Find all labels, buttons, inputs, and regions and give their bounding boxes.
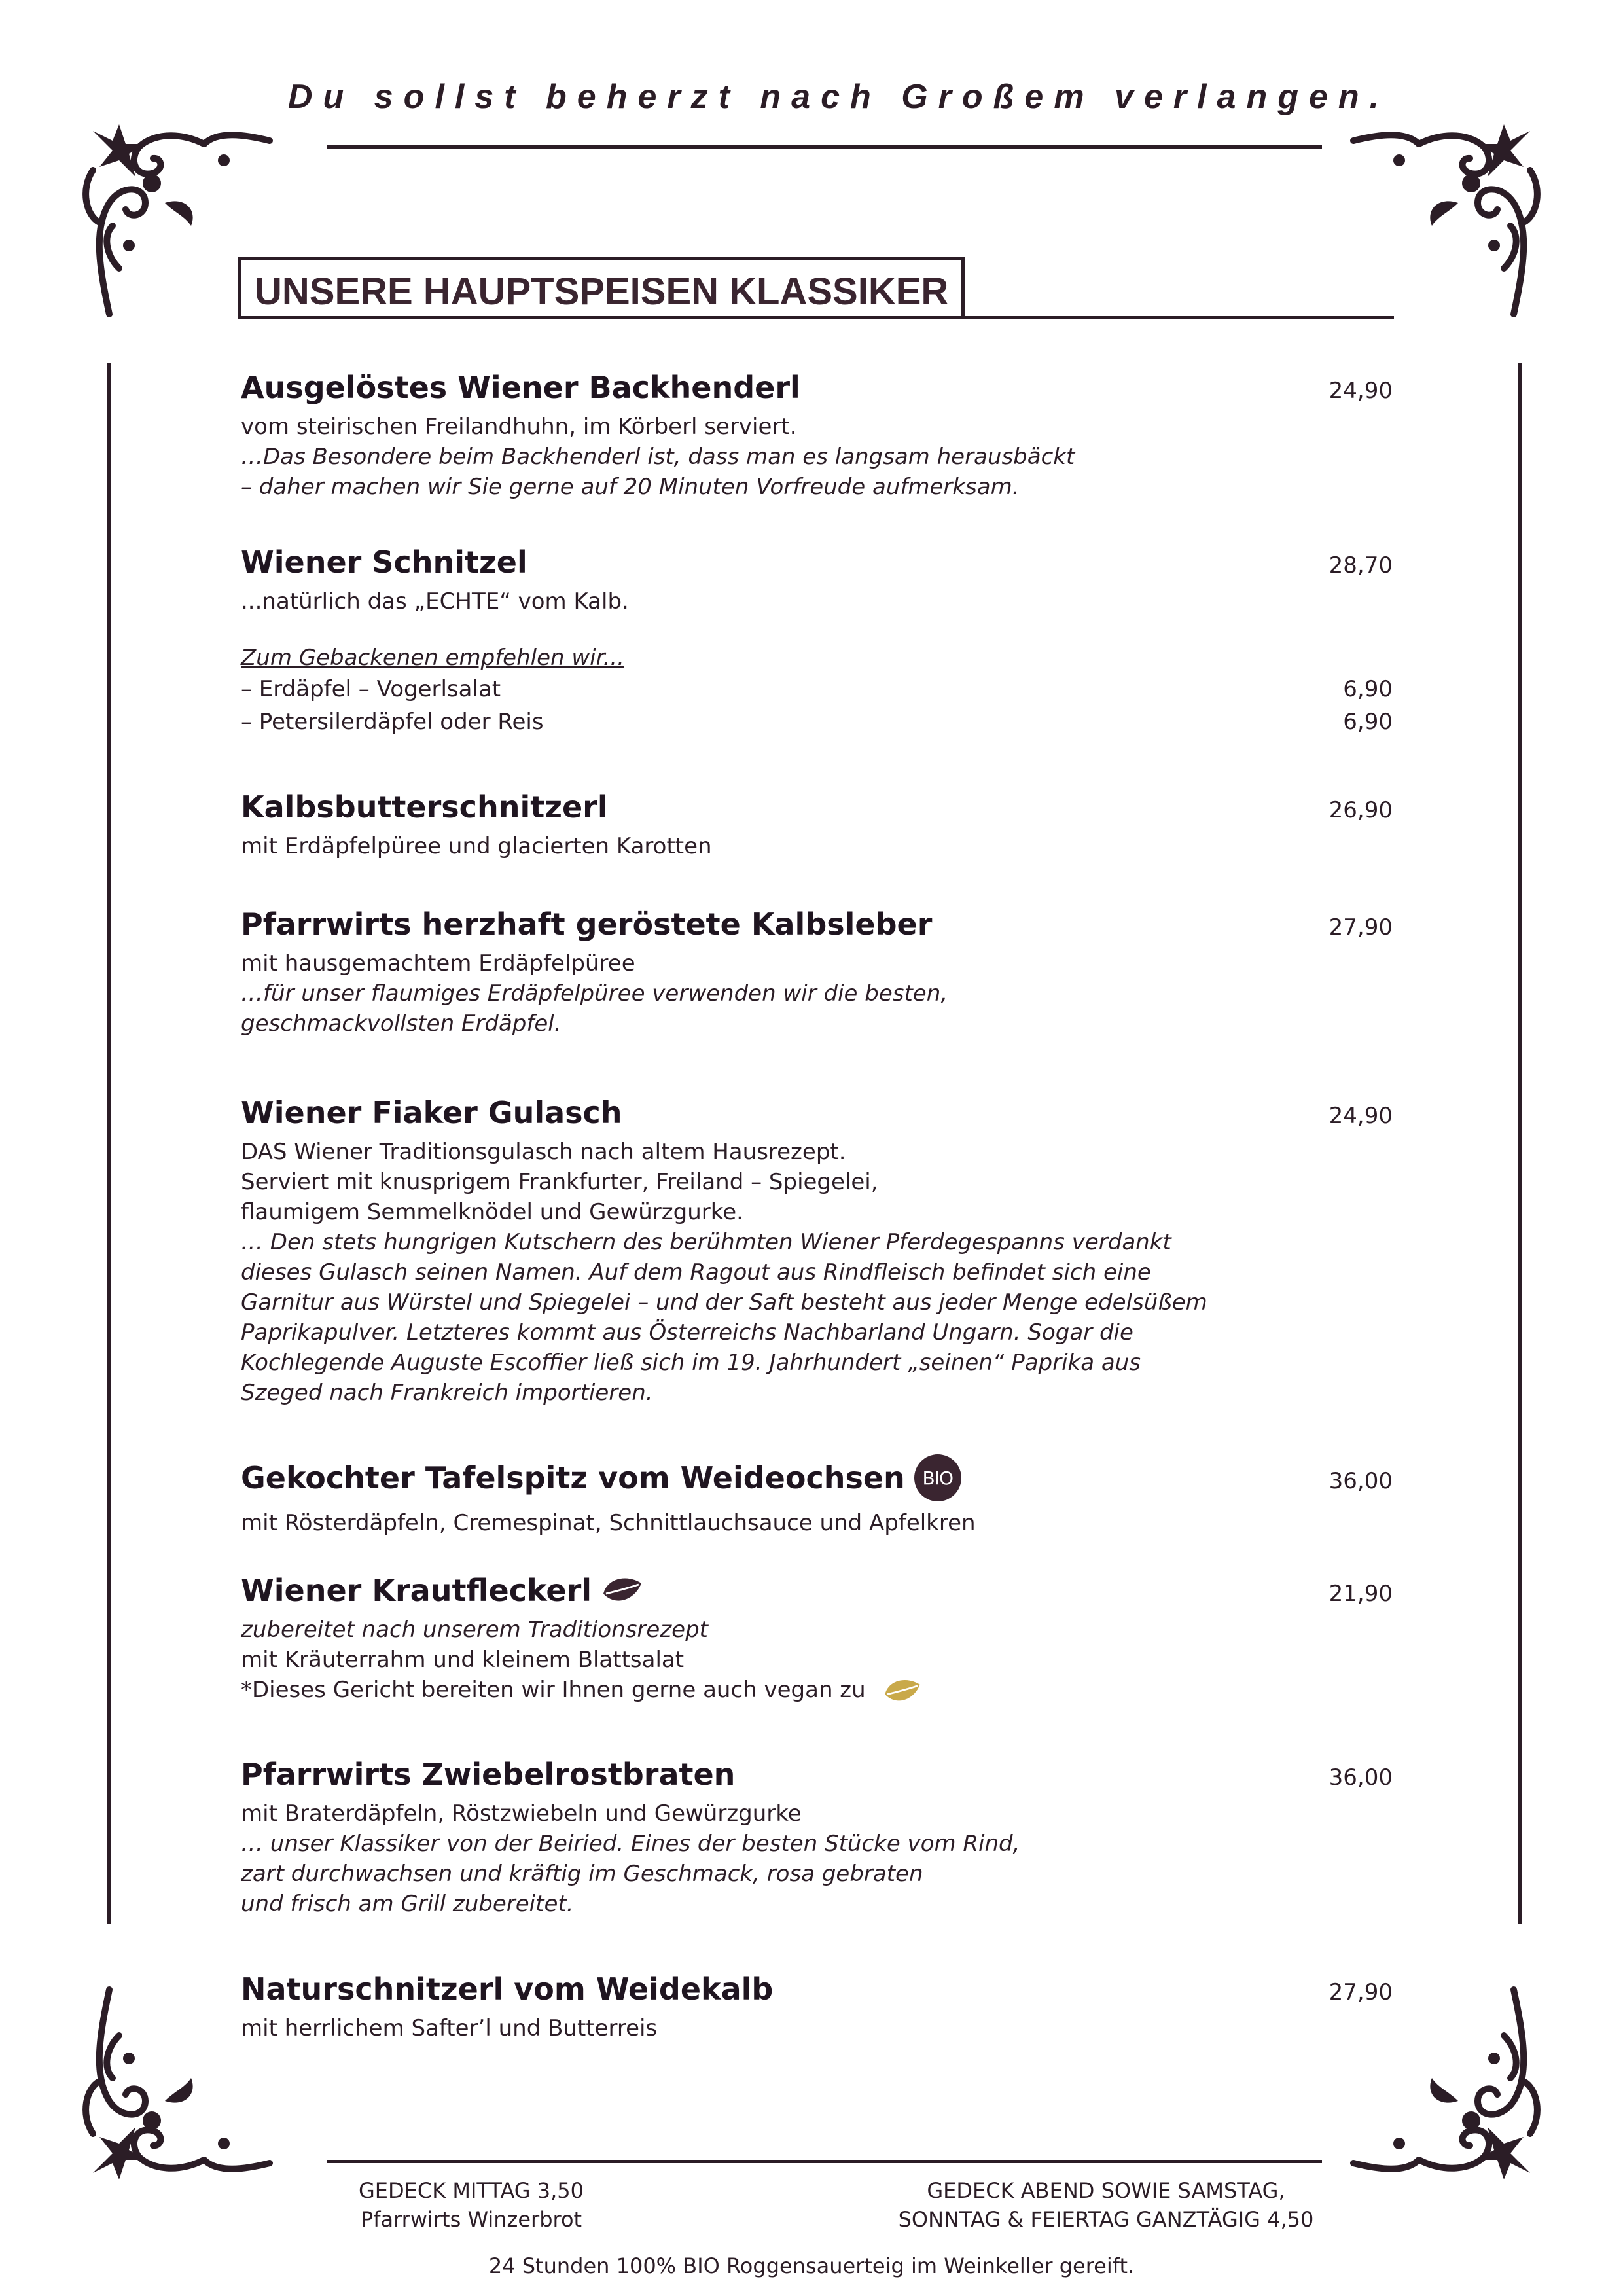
section-title-underline bbox=[238, 316, 1394, 319]
menu-item-note: und frisch am Grill zubereitet. bbox=[241, 1891, 574, 1917]
motto-divider bbox=[327, 145, 1322, 149]
menu-item-description: mit Rösterdäpfeln, Cremespinat, Schnittlauchsauce und Apfelkren bbox=[241, 1510, 976, 1536]
menu-item-description: mit hausgemachtem Erdäpfelpüree bbox=[241, 950, 635, 977]
menu-item-description: mit Kräuterrahm und kleinem Blattsalat bbox=[241, 1647, 685, 1673]
menu-item bbox=[241, 906, 1393, 1039]
menu-item bbox=[241, 789, 1393, 861]
frame-line-left bbox=[107, 363, 111, 1924]
menu-item-note: – daher machen wir Sie gerne auf 20 Minuten Vorfreude aufmerksam. bbox=[241, 474, 1020, 500]
menu-item-name: Wiener Fiaker Gulasch bbox=[241, 1095, 622, 1130]
menu-item bbox=[241, 1971, 1393, 2043]
menu-item-note: geschmackvollsten Erdäpfel. bbox=[241, 1011, 562, 1037]
menu-item-note: Kochlegende Auguste Escoffier ließ sich im 19. Jahrhundert „seinen“ Paprika aus bbox=[241, 1350, 1141, 1376]
menu-item-name: Pfarrwirts herzhaft geröstete Kalbsleber bbox=[241, 906, 933, 942]
menu-item-note: Garnitur aus Würstel und Spiegelei – und der Saft besteht aus jeder Menge edelsüßem bbox=[241, 1289, 1207, 1316]
menu-item-description: mit herrlichem Safter’l und Butterreis bbox=[241, 2015, 658, 2041]
menu-item-name-text: Wiener Krautfleckerl bbox=[241, 1573, 592, 1608]
menu-item-description: Serviert mit knusprigem Frankfurter, Freiland – Spiegelei, bbox=[241, 1169, 878, 1195]
menu-item-price: 36,00 bbox=[1329, 1468, 1393, 1494]
bio-badge: BIO bbox=[914, 1454, 961, 1501]
side-dish-price: 6,90 bbox=[1343, 709, 1393, 735]
menu-item-price: 24,90 bbox=[1329, 1103, 1393, 1129]
menu-item-note: zart durchwachsen und kräftig im Geschmack, rosa gebraten bbox=[241, 1861, 923, 1887]
cover-charge-lunch-price: GEDECK MITTAG 3,50 bbox=[358, 2178, 584, 2203]
menu-item-description: DAS Wiener Traditionsgulasch nach altem Hausrezept. bbox=[241, 1139, 846, 1165]
menu-item-name: Wiener Schnitzel bbox=[241, 545, 527, 580]
menu-item-name bbox=[241, 1573, 644, 1608]
menu-item-note: zubereitet nach unserem Traditionsrezept bbox=[241, 1617, 708, 1643]
menu-item-price: 27,90 bbox=[1329, 914, 1393, 941]
menu-item-note: … Den stets hungrigen Kutschern des berühmten Wiener Pferdegespanns verdankt bbox=[241, 1229, 1171, 1255]
side-dish-row bbox=[241, 673, 1393, 706]
menu-item-note: Szeged nach Frankreich importieren. bbox=[241, 1380, 653, 1406]
menu-item-price: 21,90 bbox=[1329, 1581, 1393, 1607]
menu-item-vegan-note bbox=[241, 1675, 1393, 1706]
cover-charge-lunch bbox=[308, 2176, 635, 2234]
menu-item-note: Paprikapulver. Letzteres kommt aus Österreichs Nachbarland Ungarn. Sogar die bbox=[241, 1319, 1133, 1346]
menu-item-name-text: Gekochter Tafelspitz vom Weideochsen bbox=[241, 1460, 905, 1496]
menu-item-price: 27,90 bbox=[1329, 1979, 1393, 2005]
side-dish-price: 6,90 bbox=[1343, 676, 1393, 702]
menu-item-note: … unser Klassiker von der Beiried. Eines der besten Stücke vom Rind, bbox=[241, 1831, 1020, 1857]
cover-charge-lunch-bread: Pfarrwirts Winzerbrot bbox=[360, 2207, 582, 2232]
menu-item-note: …Das Besondere beim Backhenderl ist, dass man es langsam herausbäckt bbox=[241, 444, 1075, 470]
cover-charge-evening-line2: SONNTAG & FEIERTAG GANZTÄGIG 4,50 bbox=[898, 2207, 1314, 2232]
menu-item-description: flaumigem Semmelknödel und Gewürzgurke. bbox=[241, 1199, 743, 1225]
frame-line-right bbox=[1518, 363, 1522, 1924]
menu-item bbox=[241, 370, 1393, 502]
menu-item-price: 28,70 bbox=[1329, 552, 1393, 579]
menu-item-price: 36,00 bbox=[1329, 1765, 1393, 1791]
page-motto: Du sollst beherzt nach Großem verlangen. bbox=[288, 78, 1390, 116]
menu-item-name: Kalbsbutterschnitzerl bbox=[241, 789, 608, 825]
menu-item bbox=[241, 1573, 1393, 1706]
section-title: UNSERE HAUPTSPEISEN KLASSIKER bbox=[238, 257, 965, 316]
menu-item-price: 24,90 bbox=[1329, 378, 1393, 404]
menu-item-note: dieses Gulasch seinen Namen. Auf dem Ragout aus Rindfleisch befindet sich eine bbox=[241, 1259, 1151, 1285]
side-dish-label: – Petersilerdäpfel oder Reis bbox=[241, 709, 544, 735]
vegetarian-leaf-icon bbox=[601, 1574, 644, 1607]
menu-item-price: 26,90 bbox=[1329, 797, 1393, 823]
footer-divider bbox=[327, 2160, 1322, 2163]
corner-ornament-icon bbox=[1334, 105, 1550, 321]
side-dish-label: – Erdäpfel – Vogerlsalat bbox=[241, 676, 501, 702]
vegan-leaf-icon bbox=[882, 1676, 923, 1706]
menu-item bbox=[241, 1095, 1393, 1408]
menu-item bbox=[241, 1757, 1393, 1919]
menu-item-name: Pfarrwirts Zwiebelrostbraten bbox=[241, 1757, 736, 1792]
side-dish-row bbox=[241, 706, 1393, 738]
side-dish-recommendation-heading: Zum Gebackenen empfehlen wir... bbox=[241, 645, 624, 671]
menu-item-name: Naturschnitzerl vom Weidekalb bbox=[241, 1971, 774, 2007]
menu-item bbox=[241, 1454, 1393, 1538]
cover-charge-evening-line1: GEDECK ABEND SOWIE SAMSTAG, bbox=[927, 2178, 1285, 2203]
menu-item-name: Ausgelöstes Wiener Backhenderl bbox=[241, 370, 800, 405]
bread-note: 24 Stunden 100% BIO Roggensauerteig im Weinkeller gereift. bbox=[488, 2253, 1135, 2278]
menu-item-description: mit Erdäpfelpüree und glacierten Karotten bbox=[241, 833, 712, 859]
cover-charge-evening bbox=[838, 2176, 1374, 2234]
menu-item bbox=[241, 545, 1393, 738]
menu-item-description: ...natürlich das „ECHTE“ vom Kalb. bbox=[241, 588, 629, 615]
menu-item-note: …für unser flaumiges Erdäpfelpüree verwenden wir die besten, bbox=[241, 980, 948, 1007]
menu-item-description: mit Braterdäpfeln, Röstzwiebeln und Gewürzgurke bbox=[241, 1801, 802, 1827]
menu-item-name bbox=[241, 1454, 961, 1501]
menu-item-description: vom steirischen Freilandhuhn, im Körberl serviert. bbox=[241, 414, 797, 440]
vegan-note-text: *Dieses Gericht bereiten wir Ihnen gerne auch vegan zu bbox=[241, 1677, 866, 1703]
